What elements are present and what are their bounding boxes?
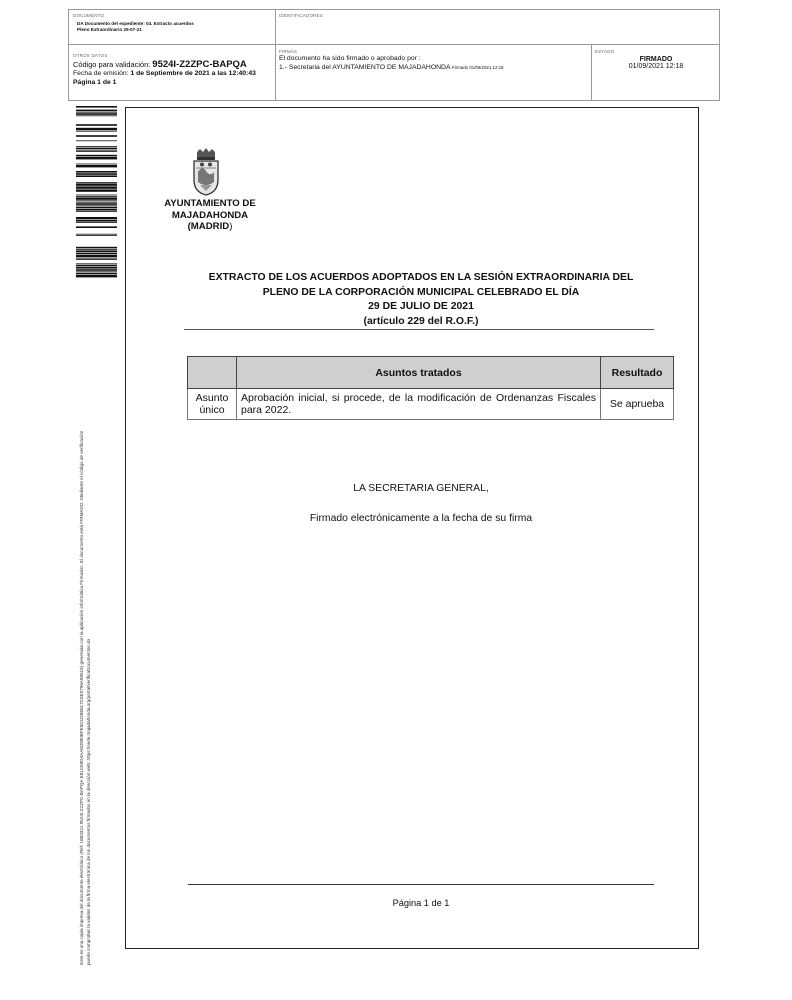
validation-header	[68, 9, 720, 101]
firmas-signer: 1.- Secretaria del AYUNTAMIENTO DE MAJADAHONDA	[279, 64, 451, 71]
title-line1: EXTRACTO DE LOS ACUERDOS ADOPTADOS EN LA SESIÓN EXTRAORDINARIA DEL	[208, 272, 634, 283]
identificadores-cell	[279, 13, 579, 18]
documento-label: DOCUMENTO	[73, 13, 105, 18]
identificadores-label: IDENTIFICADORES	[279, 13, 324, 18]
fecha-prefix: Fecha de emisión:	[73, 70, 131, 77]
codigo-value: 9524I-Z2ZPC-BAPQA	[152, 59, 247, 70]
agenda-item: Asunto único	[188, 389, 237, 420]
verification-line2: puede comprobar la validez de la firma electrónica de los documentos firmados en la dirección web: https://sede.majadahonda.org/portal/verificaDocumentos.do	[85, 638, 91, 965]
firmas-line1: El documento ha sido firmado o aprobado por :	[279, 55, 421, 62]
municipality-line1: AYUNTAMIENTO DE	[164, 198, 256, 209]
agenda-header-asuntos: Asuntos tratados	[237, 357, 601, 389]
title-line3: 29 DE JULIO DE 2021	[368, 301, 474, 312]
firmas-date: Firmado 01/09/2021 12:18	[452, 65, 504, 70]
header-pagina: Página 1 de 1	[73, 79, 117, 86]
title-line4: (artículo 229 del R.O.F.)	[363, 315, 479, 327]
estado-value: FIRMADO	[639, 56, 673, 63]
municipality-line2: MAJADAHONDA	[171, 209, 249, 221]
otros-datos-label: OTROS DATOS	[73, 53, 108, 58]
verification-line1: Este es una copia impresa del documento electrónico (Ref: 1883321 9524I-Z2ZPC-BAPQA E81C69D4AA6D980BFE5D1DB5817C8E0796A89515) generada con la aplicación informática Firmadoc. El documento está FIRMADO. Mediante el código de verificación	[79, 430, 84, 965]
title-line2: PLENO DE LA CORPORACIÓN MUNICIPAL CELEBRADO EL DÍA	[262, 286, 580, 298]
agenda-table	[187, 356, 674, 420]
municipality-name	[146, 198, 274, 233]
documento-text: DA Documento del expediente: 04. Extracto acuerdos Pleno Extraordinario 29-07-21	[77, 21, 194, 32]
document-title	[184, 271, 658, 329]
otros-datos-cell	[73, 53, 273, 87]
firmas-cell	[279, 49, 589, 72]
codigo-validacion	[73, 60, 273, 69]
codigo-prefix: Código para validación:	[73, 60, 153, 69]
title-divider	[184, 329, 654, 330]
agenda-header-item	[188, 357, 237, 389]
agenda-header-row	[188, 357, 674, 389]
agenda-header-resultado: Resultado	[601, 357, 674, 389]
fecha-emision	[73, 69, 273, 78]
table-row	[188, 389, 674, 420]
agenda-description: Aprobación inicial, si procede, de la modificación de Ordenanzas Fiscales para 2022.	[237, 389, 601, 420]
municipality-province: (MADRID	[187, 221, 230, 232]
fecha-value: 1 de Septiembre de 2021 a las 12:40:43	[130, 70, 256, 77]
coat-of-arms-icon	[192, 148, 220, 196]
agenda-result: Se aprueba	[601, 389, 674, 420]
page-number: Página 1 de 1	[392, 898, 450, 908]
signatory-title: LA SECRETARIA GENERAL,	[353, 483, 489, 494]
estado-cell	[595, 49, 717, 70]
estado-label: ESTADO	[595, 49, 615, 54]
document-page	[125, 107, 699, 949]
electronic-signature-note: Firmado electrónicamente a la fecha de su firma	[309, 513, 533, 524]
estado-date: 01/09/2021 12:18	[628, 63, 684, 70]
documento-cell	[73, 13, 273, 33]
municipality-line3	[146, 221, 274, 233]
municipality-paren: )	[229, 221, 233, 232]
firmas-line2	[279, 63, 589, 72]
barcode-icon	[76, 106, 117, 278]
firmas-label: FIRMAS	[279, 49, 298, 54]
verification-side-text	[79, 265, 92, 965]
footer-divider	[188, 884, 654, 885]
